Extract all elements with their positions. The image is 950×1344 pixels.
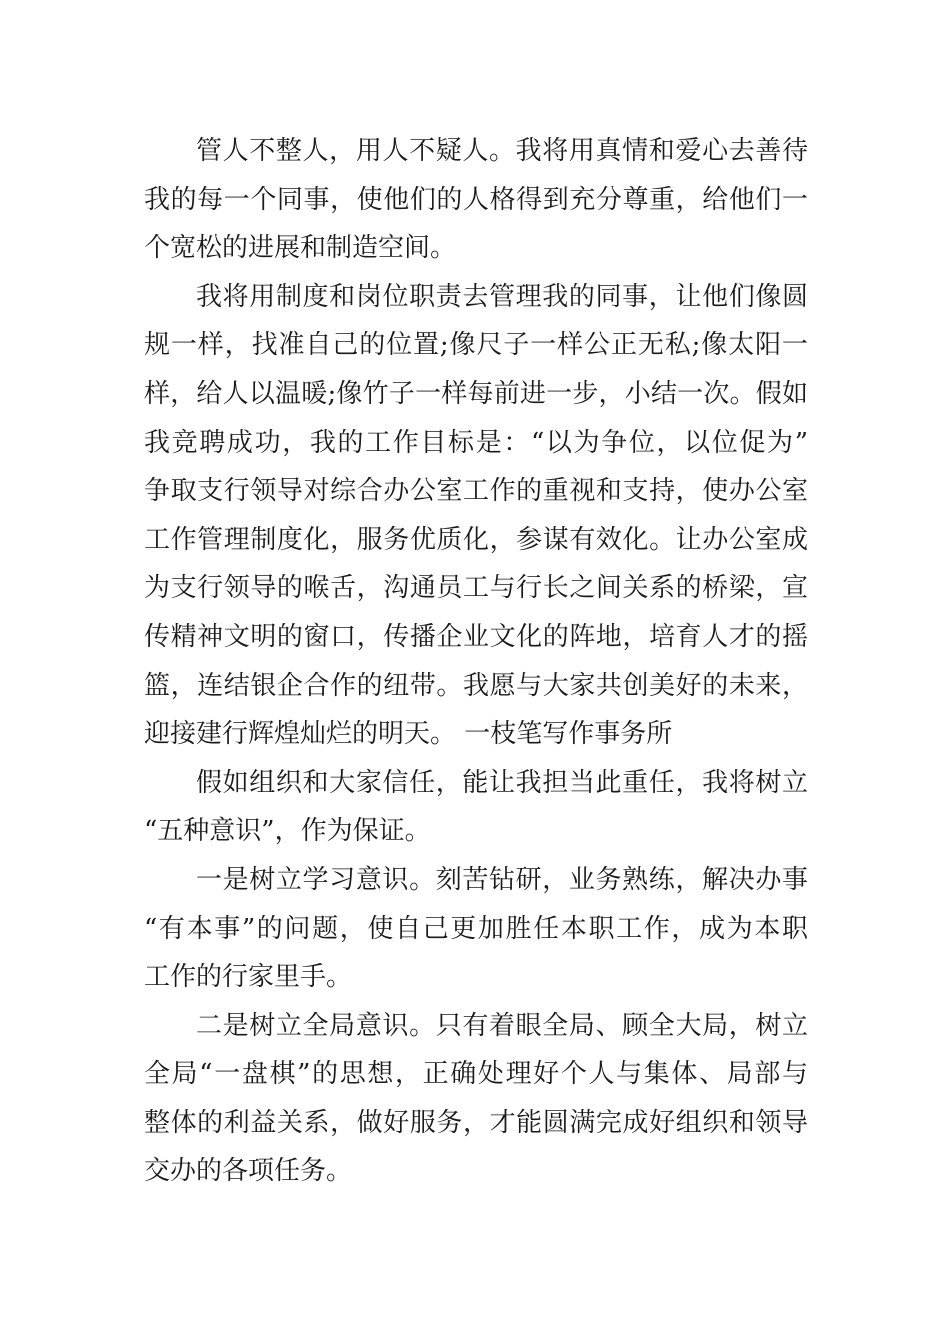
text-line: 篮，连结银企合作的纽带。我愿与大家共创美好的未来，: [144, 670, 808, 701]
text-line: 管人不整人，用人不疑人。我将用真情和爱心去善待: [196, 136, 808, 166]
text-line: 工作管理制度化，服务优质化，参谋有效化。让办公室成: [144, 524, 808, 555]
text-line: 二是树立全局意识。只有着眼全局、顾全大局，树立: [196, 1010, 808, 1041]
text-line: 我的每一个同事，使他们的人格得到充分尊重，给他们一: [144, 184, 808, 215]
text-line: 假如组织和大家信任，能让我担当此重任，我将树立: [196, 767, 808, 798]
text-line: 整体的利益关系，做好服务，才能圆满完成好组织和领导: [144, 1107, 808, 1138]
text-line: 传精神文明的窗口，传播企业文化的阵地，培育人才的摇: [144, 621, 808, 652]
text-line: “五种意识”，作为保证。: [144, 816, 431, 847]
text-line: 争取支行领导对综合办公室工作的重视和支持，使办公室: [144, 476, 808, 507]
text-line: 我竞聘成功，我的工作目标是：“以为争位，以位促为”: [144, 427, 808, 458]
text-line: 为支行领导的喉舌，沟通员工与行长之间关系的桥梁，宣: [144, 573, 808, 604]
text-line: 全局“一盘棋”的思想，正确处理好个人与集体、局部与: [144, 1059, 808, 1090]
document-body: [144, 127, 808, 1196]
text-line: “有本事”的问题，使自己更加胜任本职工作，成为本职: [144, 913, 808, 944]
paragraph-4: [144, 856, 808, 1002]
text-line: 我将用制度和岗位职责去管理我的同事，让他们像圆: [196, 281, 808, 312]
paragraph-5: [144, 1002, 808, 1196]
text-line: 交办的各项任务。: [144, 1156, 353, 1187]
paragraph-2: [144, 273, 808, 759]
text-line: 工作的行家里手。: [144, 962, 353, 993]
text-line: 迎接建行辉煌灿烂的明天。 一枝笔写作事务所: [144, 719, 673, 750]
text-line: 样，给人以温暖;像竹子一样每前进一步，小结一次。假如: [144, 378, 808, 409]
text-line: 一是树立学习意识。刻苦钻研，业务熟练，解决办事: [196, 864, 808, 895]
text-line: 个宽松的进展和制造空间。: [144, 233, 457, 264]
paragraph-1: [144, 127, 808, 273]
text-line: 规一样，找准自己的位置;像尺子一样公正无私;像太阳一: [144, 330, 808, 361]
paragraph-3: [144, 759, 808, 856]
